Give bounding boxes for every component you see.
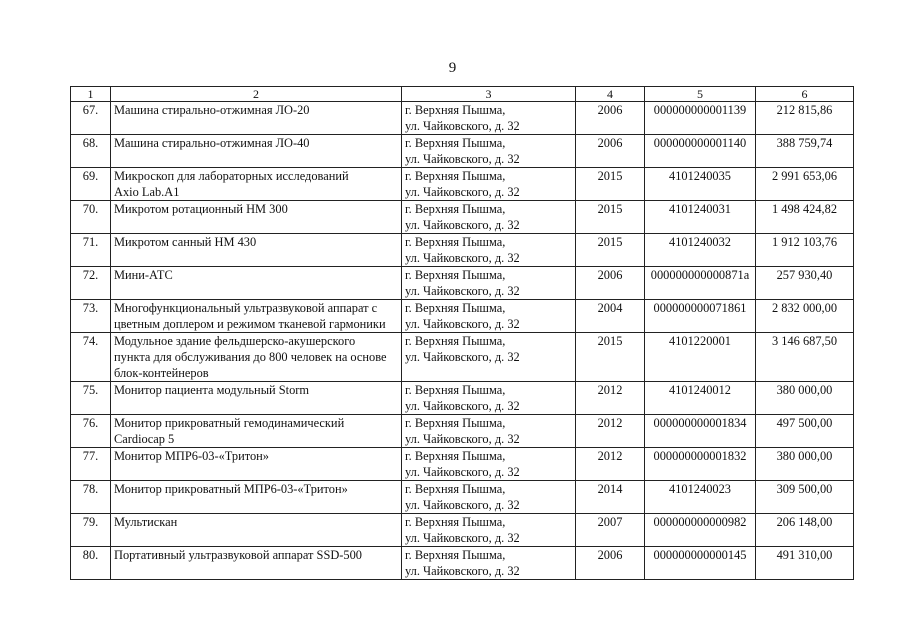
table-header-row (71, 87, 854, 102)
table-row (71, 201, 854, 234)
item-cost: 491 310,00 (756, 547, 854, 580)
item-cost: 380 000,00 (756, 382, 854, 415)
item-name (111, 102, 402, 135)
item-address-line: г. Верхняя Пышма, (405, 235, 506, 249)
inventory-number: 4101240023 (645, 481, 756, 514)
item-address-line: ул. Чайковского, д. 32 (405, 498, 520, 512)
item-year: 2012 (576, 415, 645, 448)
inventory-number: 000000000000982 (645, 514, 756, 547)
item-cost: 1 498 424,82 (756, 201, 854, 234)
item-name-line: Мультискан (114, 515, 178, 529)
item-year: 2006 (576, 135, 645, 168)
item-name (111, 333, 402, 382)
item-address (402, 415, 576, 448)
item-name (111, 448, 402, 481)
row-number: 75. (71, 382, 111, 415)
inventory-number: 4101240012 (645, 382, 756, 415)
inventory-number: 000000000000145 (645, 547, 756, 580)
item-year: 2015 (576, 234, 645, 267)
table-row (71, 547, 854, 580)
item-name-line: Cardiocap 5 (114, 432, 175, 446)
table-row (71, 102, 854, 135)
table-row (71, 267, 854, 300)
row-number: 74. (71, 333, 111, 382)
item-name (111, 201, 402, 234)
inventory-number: 000000000001139 (645, 102, 756, 135)
item-year: 2015 (576, 333, 645, 382)
item-cost: 1 912 103,76 (756, 234, 854, 267)
item-cost: 2 832 000,00 (756, 300, 854, 333)
item-address-line: г. Верхняя Пышма, (405, 548, 506, 562)
row-number: 80. (71, 547, 111, 580)
item-address (402, 333, 576, 382)
item-address-line: ул. Чайковского, д. 32 (405, 564, 520, 578)
table-row (71, 514, 854, 547)
table-row (71, 448, 854, 481)
item-cost: 380 000,00 (756, 448, 854, 481)
item-name-line: блок-контейнеров (114, 366, 209, 380)
item-cost: 388 759,74 (756, 135, 854, 168)
item-name (111, 234, 402, 267)
item-address-line: ул. Чайковского, д. 32 (405, 152, 520, 166)
item-cost: 206 148,00 (756, 514, 854, 547)
item-year: 2004 (576, 300, 645, 333)
item-address-line: ул. Чайковского, д. 32 (405, 284, 520, 298)
table-row (71, 481, 854, 514)
table-body (71, 102, 854, 580)
table-row (71, 168, 854, 201)
item-cost: 212 815,86 (756, 102, 854, 135)
item-address-line: г. Верхняя Пышма, (405, 103, 506, 117)
row-number: 68. (71, 135, 111, 168)
column-header: 5 (645, 87, 756, 102)
item-address-line: г. Верхняя Пышма, (405, 136, 506, 150)
inventory-number: 000000000001140 (645, 135, 756, 168)
row-number: 67. (71, 102, 111, 135)
inventory-number: 4101240035 (645, 168, 756, 201)
inventory-number: 4101240032 (645, 234, 756, 267)
item-name (111, 415, 402, 448)
item-name-line: Микроскоп для лабораторных исследований (114, 169, 349, 183)
item-year: 2012 (576, 448, 645, 481)
item-address-line: ул. Чайковского, д. 32 (405, 119, 520, 133)
item-name (111, 135, 402, 168)
item-name-line: Машина стирально-отжимная ЛО-40 (114, 136, 310, 150)
item-cost: 257 930,40 (756, 267, 854, 300)
item-address-line: ул. Чайковского, д. 32 (405, 432, 520, 446)
row-number: 72. (71, 267, 111, 300)
item-year: 2006 (576, 547, 645, 580)
item-cost: 2 991 653,06 (756, 168, 854, 201)
item-name-line: цветным доплером и режимом тканевой гармоники (114, 317, 386, 331)
item-address (402, 102, 576, 135)
column-header: 6 (756, 87, 854, 102)
row-number: 69. (71, 168, 111, 201)
row-number: 79. (71, 514, 111, 547)
item-address (402, 547, 576, 580)
item-address-line: г. Верхняя Пышма, (405, 169, 506, 183)
item-address-line: ул. Чайковского, д. 32 (405, 465, 520, 479)
item-address-line: г. Верхняя Пышма, (405, 515, 506, 529)
item-name (111, 382, 402, 415)
item-name (111, 514, 402, 547)
item-address (402, 234, 576, 267)
item-name-line: Монитор прикроватный гемодинамический (114, 416, 345, 430)
item-year: 2006 (576, 102, 645, 135)
item-year: 2012 (576, 382, 645, 415)
inventory-number: 000000000001834 (645, 415, 756, 448)
item-name-line: Машина стирально-отжимная ЛО-20 (114, 103, 310, 117)
column-header: 3 (402, 87, 576, 102)
item-address-line: г. Верхняя Пышма, (405, 383, 506, 397)
table-row (71, 300, 854, 333)
inventory-number: 000000000001832 (645, 448, 756, 481)
inventory-number: 000000000000871а (645, 267, 756, 300)
page-number: 9 (448, 60, 457, 76)
table-row (71, 234, 854, 267)
table-row (71, 135, 854, 168)
table-row (71, 415, 854, 448)
item-name (111, 267, 402, 300)
item-name-line: Axio Lab.A1 (114, 185, 180, 199)
item-address (402, 448, 576, 481)
item-address (402, 382, 576, 415)
item-name-line: Монитор МПР6-03-«Тритон» (114, 449, 269, 463)
item-address (402, 135, 576, 168)
item-name-line: Модульное здание фельдшерско-акушерского (114, 334, 356, 348)
item-year: 2015 (576, 168, 645, 201)
item-address-line: г. Верхняя Пышма, (405, 449, 506, 463)
item-year: 2006 (576, 267, 645, 300)
column-header: 1 (71, 87, 111, 102)
item-name-line: Микротом санный HM 430 (114, 235, 257, 249)
column-header: 2 (111, 87, 402, 102)
item-address-line: г. Верхняя Пышма, (405, 202, 506, 216)
item-address-line: г. Верхняя Пышма, (405, 268, 506, 282)
row-number: 77. (71, 448, 111, 481)
item-name (111, 168, 402, 201)
row-number: 71. (71, 234, 111, 267)
item-name (111, 481, 402, 514)
item-address (402, 267, 576, 300)
item-address-line: г. Верхняя Пышма, (405, 301, 506, 315)
item-cost: 3 146 687,50 (756, 333, 854, 382)
row-number: 76. (71, 415, 111, 448)
item-year: 2015 (576, 201, 645, 234)
item-cost: 309 500,00 (756, 481, 854, 514)
row-number: 73. (71, 300, 111, 333)
row-number: 70. (71, 201, 111, 234)
item-name-line: Портативный ультразвуковой аппарат SSD-500 (114, 548, 362, 562)
item-name-line: Мини-АТС (114, 268, 173, 282)
item-name-line: Многофункциональный ультразвуковой аппарат с (114, 301, 378, 315)
assets-table (70, 86, 854, 580)
row-number: 78. (71, 481, 111, 514)
table-row (71, 333, 854, 382)
item-name (111, 547, 402, 580)
inventory-number: 4101240031 (645, 201, 756, 234)
column-header: 4 (576, 87, 645, 102)
item-address-line: ул. Чайковского, д. 32 (405, 185, 520, 199)
item-name-line: пункта для обслуживания до 800 человек на основе (114, 350, 387, 364)
item-address (402, 168, 576, 201)
item-address-line: г. Верхняя Пышма, (405, 334, 506, 348)
item-name (111, 300, 402, 333)
item-year: 2007 (576, 514, 645, 547)
item-name-line: Монитор прикроватный МПР6-03-«Тритон» (114, 482, 348, 496)
item-address-line: ул. Чайковского, д. 32 (405, 399, 520, 413)
item-address-line: г. Верхняя Пышма, (405, 416, 506, 430)
item-cost: 497 500,00 (756, 415, 854, 448)
item-address-line: г. Верхняя Пышма, (405, 482, 506, 496)
table-row (71, 382, 854, 415)
item-address-line: ул. Чайковского, д. 32 (405, 251, 520, 265)
item-address-line: ул. Чайковского, д. 32 (405, 531, 520, 545)
item-address (402, 481, 576, 514)
item-name-line: Микротом ротационный HM 300 (114, 202, 288, 216)
inventory-number: 4101220001 (645, 333, 756, 382)
item-address (402, 300, 576, 333)
item-address (402, 514, 576, 547)
item-address-line: ул. Чайковского, д. 32 (405, 317, 520, 331)
inventory-number: 000000000071861 (645, 300, 756, 333)
item-address-line: ул. Чайковского, д. 32 (405, 350, 520, 364)
item-year: 2014 (576, 481, 645, 514)
item-name-line: Монитор пациента модульный Storm (114, 383, 310, 397)
item-address-line: ул. Чайковского, д. 32 (405, 218, 520, 232)
item-address (402, 201, 576, 234)
